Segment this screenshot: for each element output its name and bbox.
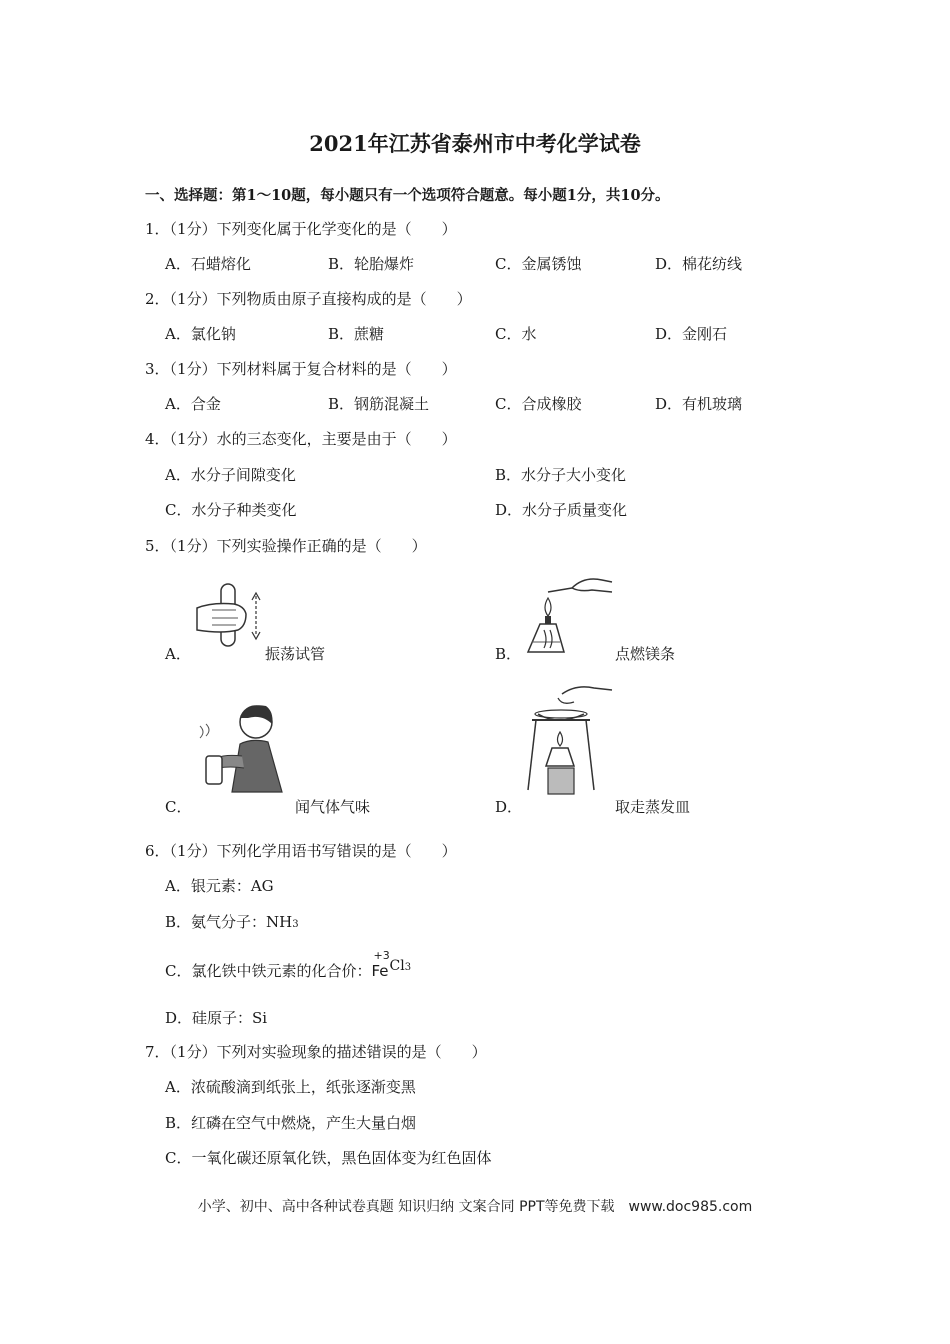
question-5-stem: 5．（1分）下列实验操作正确的是（ ）: [145, 537, 427, 555]
remove-evaporating-dish-figure: [522, 680, 614, 798]
question-3-stem: 3．（1分）下列材料属于复合材料的是（ ）: [145, 360, 457, 378]
question-4-option-b[interactable]: B．水分子大小变化: [495, 466, 627, 484]
section-heading: 一、选择题：第1～10题，每小题只有一个选项符合题意。每小题1分，共10分。: [145, 187, 670, 204]
question-1-option-a[interactable]: A．石蜡熔化: [165, 255, 251, 273]
question-6-option-c[interactable]: [165, 949, 412, 981]
nh3-subscript: 3: [292, 919, 299, 930]
question-5-option-b[interactable]: B．: [495, 645, 522, 663]
question-5-caption-a: 振荡试管: [265, 645, 326, 663]
question-5-caption-d: 取走蒸发皿: [615, 798, 691, 816]
question-3-option-d[interactable]: D．有机玻璃: [655, 395, 743, 413]
question-6-option-d[interactable]: D．硅原子：Si: [165, 1009, 268, 1027]
question-7-option-b[interactable]: B．红磷在空气中燃烧，产生大量白烟: [165, 1114, 417, 1132]
page-title: 2021年江苏省泰州市中考化学试卷: [309, 131, 641, 156]
question-6-option-c-text: C．氯化铁中铁元素的化合价：: [165, 962, 372, 980]
footer-banner[interactable]: 小学、初中、高中各种试卷真题 知识归纳 文案合同 PPT等免费下载 www.doc985.com: [197, 1199, 753, 1215]
question-4-option-d[interactable]: D．水分子质量变化: [495, 501, 628, 519]
question-4-option-c[interactable]: C．水分子种类变化: [165, 501, 297, 519]
cl3-subscript: 3: [404, 962, 412, 973]
question-2-option-b[interactable]: B．蔗糖: [328, 325, 385, 343]
question-2-stem: 2．（1分）下列物质由原子直接构成的是（ ）: [145, 290, 472, 308]
question-4-stem: 4．（1分）水的三态变化，主要是由于（ ）: [145, 430, 457, 448]
question-2-option-c[interactable]: C．水: [495, 325, 537, 343]
question-3-option-a[interactable]: A．合金: [165, 395, 221, 413]
question-5-caption-b: 点燃镁条: [615, 645, 676, 663]
question-5-option-c[interactable]: C．: [165, 798, 192, 816]
question-7-option-a[interactable]: A．浓硫酸滴到纸张上，纸张逐渐变黑: [165, 1078, 416, 1096]
shake-test-tube-figure: [192, 580, 272, 660]
question-3-option-b[interactable]: B．钢筋混凝土: [328, 395, 430, 413]
question-2-option-d[interactable]: D．金刚石: [655, 325, 728, 343]
question-1-option-c[interactable]: C．金属锈蚀: [495, 255, 582, 273]
smell-gas-figure: [192, 696, 288, 796]
question-5-option-a[interactable]: A．: [165, 645, 191, 663]
question-5-caption-c: 闻气体气味: [295, 798, 371, 816]
question-1-stem: 1．（1分）下列变化属于化学变化的是（ ）: [145, 220, 457, 238]
question-2-option-a[interactable]: A．氯化钠: [165, 325, 236, 343]
question-6-option-a[interactable]: A．银元素：AG: [165, 877, 274, 895]
question-6-option-b-text: B．氨气分子：NH: [165, 913, 293, 931]
question-3-option-c[interactable]: C．合成橡胶: [495, 395, 582, 413]
question-7-option-c[interactable]: C．一氧化碳还原氧化铁，黑色固体变为红色固体: [165, 1149, 492, 1167]
question-5-option-d[interactable]: D．: [495, 798, 523, 816]
cl-symbol: Cl: [389, 958, 405, 974]
question-4-option-a[interactable]: A．水分子间隙变化: [165, 466, 296, 484]
question-6-option-b[interactable]: [165, 911, 299, 932]
fe-symbol: Fe: [371, 962, 389, 980]
valence-mark: +3: [373, 949, 390, 962]
question-1-option-b[interactable]: B．轮胎爆炸: [328, 255, 415, 273]
question-6-stem: 6．（1分）下列化学用语书写错误的是（ ）: [145, 842, 457, 860]
question-7-stem: 7．（1分）下列对实验现象的描述错误的是（ ）: [145, 1043, 487, 1061]
question-1-option-d[interactable]: D．棉花纺线: [655, 255, 743, 273]
light-magnesium-figure: [522, 570, 614, 658]
